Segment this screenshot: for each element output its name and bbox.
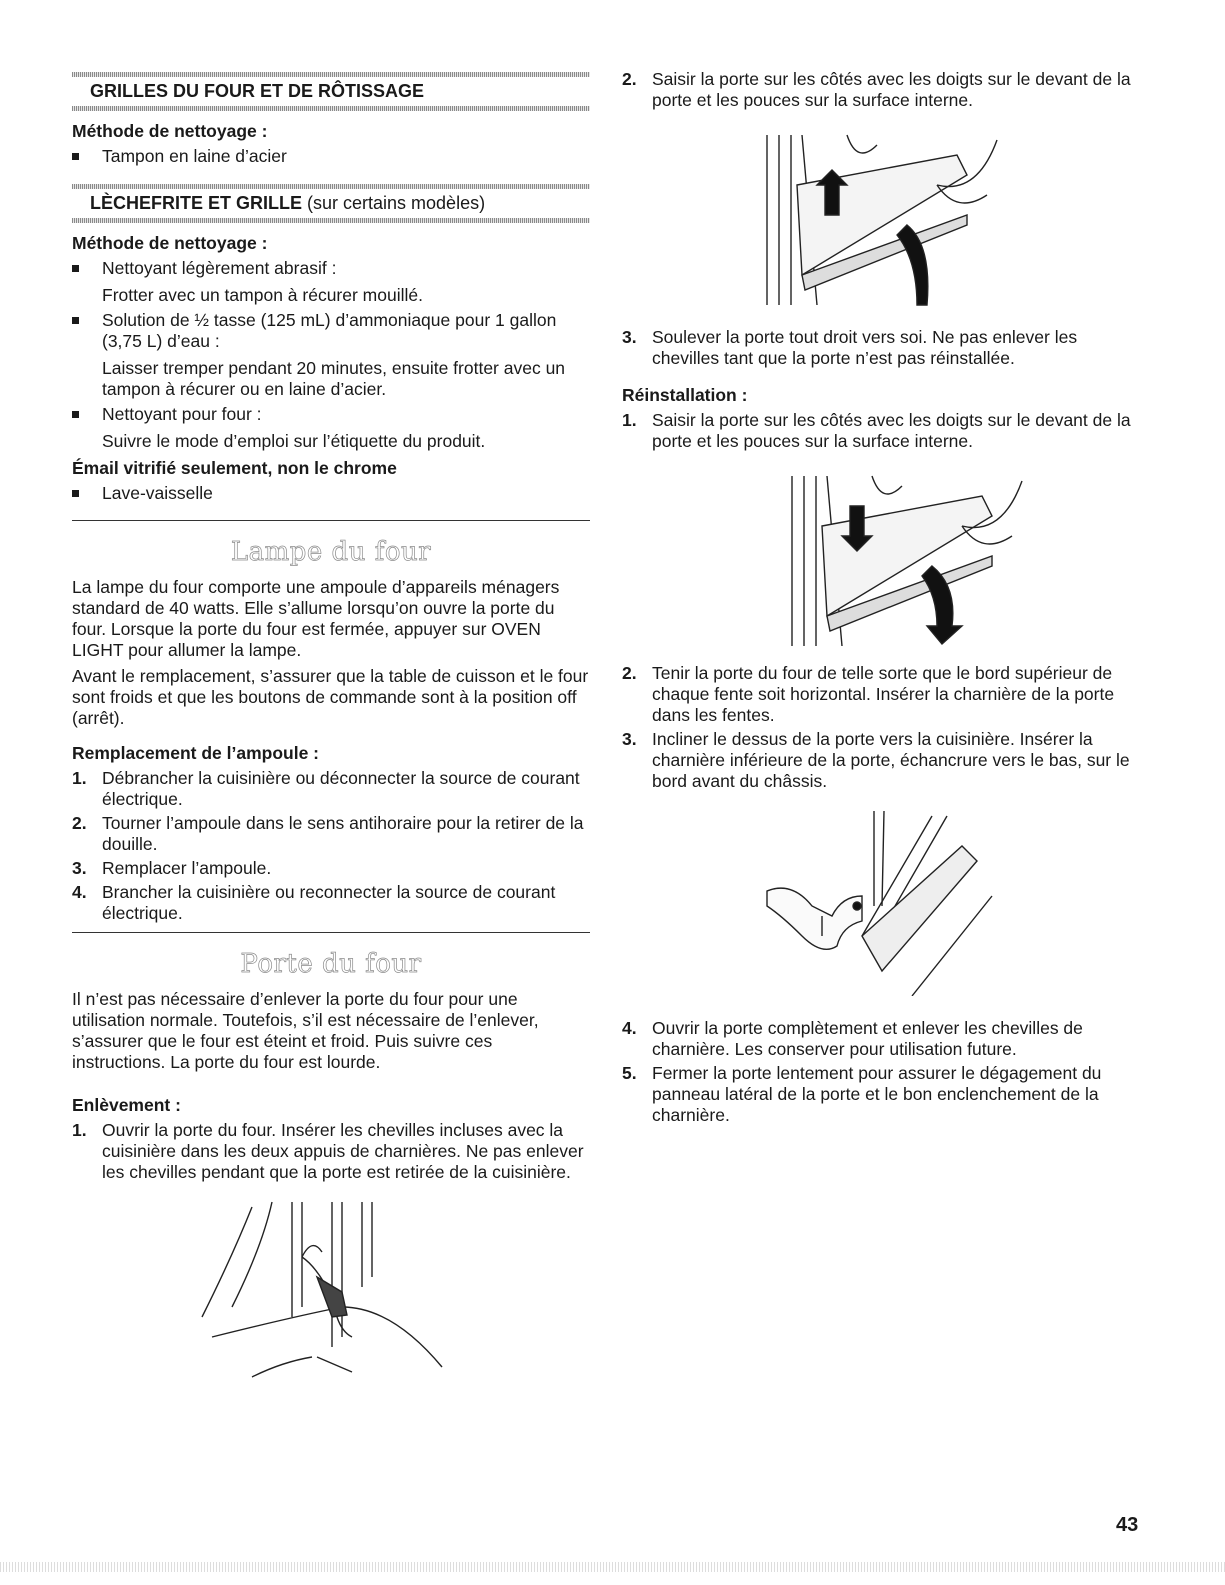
paragraph: La lampe du four comporte une ampoule d’appareils ménagers standard de 40 watts. Elle s’allume lorsqu’on ouvre la porte du four. Lorsque la porte du four est fermée, appuyer sur OVEN LIGHT pour allumer la lampe.: [72, 577, 560, 660]
bullet-item: Tampon en laine d’acier: [72, 146, 590, 167]
door-lift-illustration: [757, 125, 1017, 315]
step-number: 4.: [622, 1018, 637, 1038]
paragraph: Il n’est pas nécessaire d’enlever la porte du four pour une utilisation normale. Toutefois, s’il est nécessaire de l’enlever, s’assurer que le four est éteint et froid. Puis suivre ces instructions. La porte du four est lourde.: [72, 989, 539, 1072]
step-number: 2.: [622, 663, 637, 683]
title-rest: (sur certains modèles): [302, 193, 486, 213]
bottom-edge: [0, 1562, 1225, 1572]
bullet-item: Lave-vaisselle: [72, 483, 590, 504]
bullet-note: Frotter avec un tampon à récurer mouillé.: [102, 285, 423, 305]
section-title-lampe: Lampe du four: [230, 537, 432, 567]
page-number: 43: [1116, 1514, 1139, 1536]
step-item: [72, 768, 590, 810]
step-item: [622, 729, 1146, 792]
section-divider: [72, 218, 590, 223]
step-text: Ouvrir la porte du four. Insérer les chevilles incluses avec la cuisinière dans les deux appuis de charnières. Ne pas enlever les chevilles pendant que la porte est retirée de la cuisinière.: [102, 1120, 584, 1182]
step-number: 2.: [72, 813, 87, 833]
section-title-lechefrite: [72, 189, 590, 218]
bullet-item: Solution de ½ tasse (125 mL) d’ammoniaque pour 1 gallon (3,75 L) d’eau :: [72, 310, 590, 352]
step-text: Fermer la porte lentement pour assurer le dégagement du panneau latéral de la porte et le bon enclenchement de la charnière.: [652, 1063, 1102, 1125]
step-number: 1.: [622, 410, 637, 430]
step-text: Saisir la porte sur les côtés avec les doigts sur le devant de la porte et les pouces sur la surface interne.: [652, 410, 1131, 451]
step-item: [622, 69, 1146, 111]
bullet-item: Nettoyant pour four :: [72, 404, 590, 425]
step-text: Soulever la porte tout droit vers soi. Ne pas enlever les chevilles tant que la porte n’est pas réinstallée.: [652, 327, 1078, 368]
step-number: 3.: [622, 729, 637, 749]
step-item: [622, 1018, 1146, 1060]
cleaning-method-label: Méthode de nettoyage :: [72, 121, 268, 141]
bullet-item: Nettoyant légèrement abrasif :: [72, 258, 590, 279]
bullet-note: Suivre le mode d’emploi sur l’étiquette du produit.: [102, 431, 486, 451]
step-text: Débrancher la cuisinière ou déconnecter la source de courant électrique.: [102, 768, 580, 809]
reinstall-label: Réinstallation :: [622, 385, 748, 405]
step-item: [72, 882, 590, 924]
section-rule: [72, 520, 590, 521]
step-text: Tourner l’ampoule dans le sens antihoraire pour la retirer de la douille.: [102, 813, 584, 854]
step-text: Incliner le dessus de la porte vers la cuisinière. Insérer la charnière inférieure de la porte, échancrure vers le bas, sur le bord avant du châssis.: [652, 729, 1130, 791]
step-text: Brancher la cuisinière ou reconnecter la source de courant électrique.: [102, 882, 556, 923]
step-number: 1.: [72, 768, 87, 788]
step-text: Tenir la porte du four de telle sorte que le bord supérieur de chaque fente soit horizontal. Insérer la charnière de la porte dans les fentes.: [652, 663, 1115, 725]
step-text: Remplacer l’ampoule.: [102, 858, 272, 878]
removal-label: Enlèvement :: [72, 1095, 181, 1115]
step-item: [72, 813, 590, 855]
step-item: [72, 1120, 590, 1183]
email-label: Émail vitrifié seulement, non le chrome: [72, 458, 397, 478]
section-title-grilles: GRILLES DU FOUR ET DE RÔTISSAGE: [90, 81, 425, 101]
hinge-pin-illustration: [192, 1197, 522, 1387]
step-item: [622, 663, 1146, 726]
step-number: 3.: [72, 858, 87, 878]
step-item: [622, 1063, 1146, 1126]
step-text: Saisir la porte sur les côtés avec les doigts sur le devant de la porte et les pouces sur la surface interne.: [652, 69, 1131, 110]
right-column: [622, 0, 1146, 1129]
step-item: [622, 327, 1146, 369]
step-number: 1.: [72, 1120, 87, 1140]
step-number: 2.: [622, 69, 637, 89]
step-item: [622, 410, 1146, 452]
hinge-insert-illustration: [762, 806, 1022, 996]
bulb-replace-label: Remplacement de l’ampoule :: [72, 743, 320, 763]
title-bold: LÈCHEFRITE ET GRILLE: [90, 193, 303, 213]
cleaning-method-label: Méthode de nettoyage :: [72, 233, 268, 253]
bullet-note: Laisser tremper pendant 20 minutes, ensuite frotter avec un tampon à récurer ou en laine d’acier.: [102, 358, 566, 399]
step-item: [72, 858, 590, 879]
step-number: 5.: [622, 1063, 637, 1083]
door-lower-illustration: [782, 466, 1042, 651]
left-column: [72, 0, 590, 1387]
step-number: 4.: [72, 882, 87, 902]
section-title-porte: Porte du four: [240, 949, 422, 979]
section-divider: [72, 106, 590, 111]
step-text: Ouvrir la porte complètement et enlever les chevilles de charnière. Les conserver pour utilisation future.: [652, 1018, 1083, 1059]
step-number: 3.: [622, 327, 637, 347]
paragraph: Avant le remplacement, s’assurer que la table de cuisson et le four sont froids et que les boutons de commande sont à la position off (arrêt).: [72, 666, 589, 728]
section-rule: [72, 932, 590, 933]
